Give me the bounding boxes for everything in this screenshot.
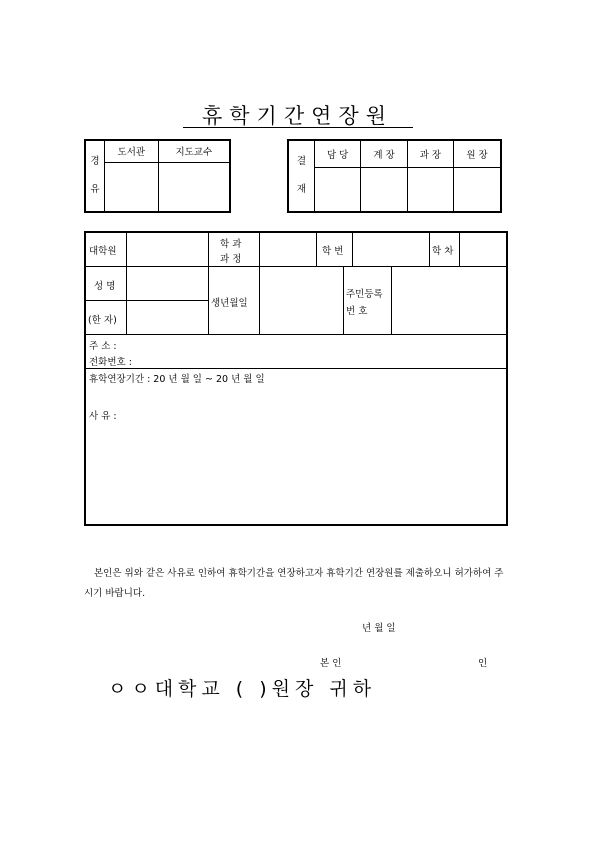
semester-input[interactable] <box>460 233 504 266</box>
name-input[interactable] <box>127 267 207 300</box>
approval-sign-staff[interactable] <box>315 167 361 212</box>
route-col-advisor: 지도교수 <box>158 140 230 162</box>
title-underline <box>183 127 413 128</box>
signer-label: 본 인 <box>320 658 342 669</box>
hanja-input[interactable] <box>127 301 207 334</box>
vline <box>208 233 209 266</box>
approval-sign-dean[interactable] <box>454 167 501 212</box>
form-title: 휴학기간연장원 <box>201 104 393 128</box>
reason-label: 사 유 : <box>89 411 117 422</box>
vline <box>343 266 344 334</box>
declaration-text: 본인은 위와 같은 사유로 인하여 휴학기간을 연장하고자 휴학기간 연장원를 제출하오니 허가하여 주시기 바랍니다. <box>84 568 504 599</box>
vline <box>316 233 317 266</box>
grad-school-input[interactable] <box>126 233 206 266</box>
approval-label <box>288 140 315 212</box>
approval-sign-chief[interactable] <box>361 167 407 212</box>
reason-input[interactable] <box>150 406 500 516</box>
route-label-bottom: 유 <box>90 184 100 195</box>
hanja-label: (한 자) <box>88 315 117 326</box>
row4-line <box>86 368 506 369</box>
approval-label-bottom: 재 <box>296 184 307 195</box>
seal-mark: 인 <box>478 658 488 669</box>
route-col-library: 도서관 <box>105 140 159 162</box>
rrn-label-top: 주민등록 <box>346 289 383 300</box>
approval-sign-section-head[interactable] <box>407 167 453 212</box>
student-no-label: 학 번 <box>322 246 344 257</box>
address-label: 주 소 : <box>89 341 117 352</box>
approval-col-dean: 원 장 <box>454 140 501 167</box>
birth-label: 생년월일 <box>211 298 248 309</box>
approval-box <box>287 139 502 213</box>
vline <box>429 233 430 266</box>
dept-label: 학 과 <box>220 239 242 250</box>
course-label: 과 정 <box>220 254 242 265</box>
phone-input[interactable] <box>150 352 500 366</box>
route-box <box>84 139 231 213</box>
date-line: 년 월 일 <box>362 623 396 634</box>
approval-label-top: 결 <box>296 156 307 167</box>
approval-col-section-head: 과 장 <box>407 140 453 167</box>
dept-input[interactable] <box>260 233 315 266</box>
approval-col-chief: 계 장 <box>361 140 407 167</box>
row3-line <box>86 334 506 335</box>
student-no-input[interactable] <box>353 233 428 266</box>
grad-school-label: 대학원 <box>89 246 117 257</box>
rrn-label <box>346 286 383 320</box>
route-label <box>85 140 105 212</box>
vline <box>208 266 209 334</box>
rrn-label-bottom: 번 호 <box>346 306 368 317</box>
approval-col-staff: 담 당 <box>315 140 361 167</box>
route-sign-advisor[interactable] <box>158 162 230 212</box>
address-input[interactable] <box>150 336 500 350</box>
addressee-line: ㅇㅇ대학교 ( )원장 귀하 <box>108 678 377 700</box>
rrn-input[interactable] <box>392 267 504 334</box>
period-label: 휴학연장기간 : 20 년 월 일 ~ 20 년 월 일 <box>89 374 265 385</box>
semester-label: 학 차 <box>432 246 454 257</box>
name-label: 성 명 <box>94 281 116 292</box>
route-sign-library[interactable] <box>105 162 159 212</box>
dept-course-label <box>220 237 241 267</box>
route-label-top: 경 <box>90 156 100 167</box>
birth-input[interactable] <box>260 267 342 334</box>
phone-label: 전화번호 : <box>89 357 132 368</box>
